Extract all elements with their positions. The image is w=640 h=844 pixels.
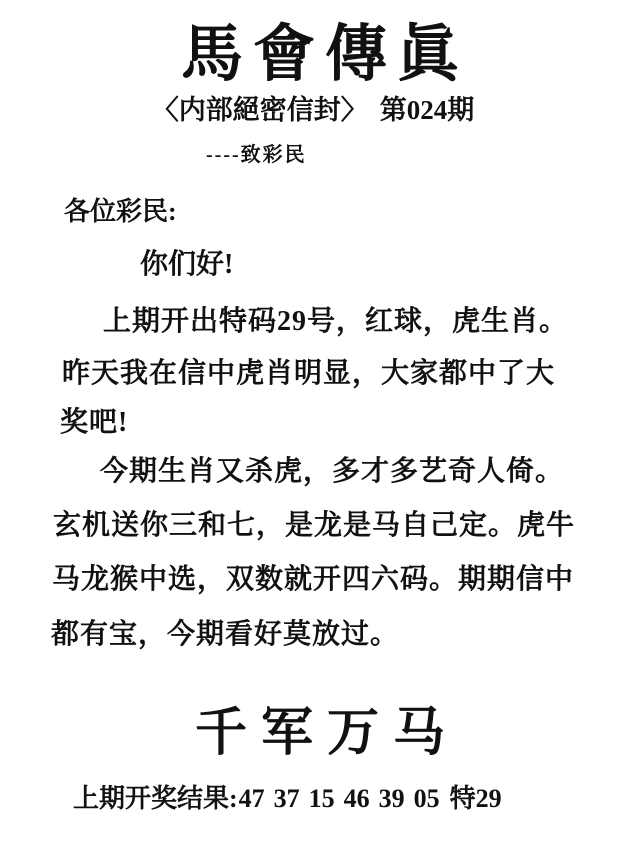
result-number: 15 — [308, 784, 335, 813]
greeting: 你们好! — [140, 249, 234, 280]
result-number: 39 — [378, 784, 405, 813]
letter-line: 昨天我在信中虎肖明显，大家都中了大 — [62, 358, 556, 389]
letter-line: 玄机送你三和七，是龙是马自己定。虎牛 — [53, 510, 576, 541]
result-label: 上期开奖结果: — [73, 784, 238, 813]
special-number: 特29 — [449, 784, 502, 813]
issue-subtitle — [0, 88, 626, 127]
slogan-title: 千军万马 — [194, 705, 459, 762]
result-line — [73, 778, 502, 815]
result-number: 46 — [343, 784, 370, 813]
result-number: 47 — [238, 784, 265, 813]
letter-line: 都有宝，今期看好莫放过。 — [51, 619, 400, 650]
result-number: 05 — [413, 784, 440, 813]
page-title: 馬會傳眞 — [180, 21, 469, 89]
letter-line: 马龙猴中选，双数就开四六码。期期信中 — [52, 564, 575, 595]
letter-line: 奖吧! — [60, 407, 129, 438]
salutation: 各位彩民: — [64, 197, 177, 226]
result-number: 37 — [273, 784, 300, 813]
letter-line: 上期开出特码29号，红球，虎生肖。 — [103, 306, 569, 337]
dedication-line: ----致彩民 — [206, 144, 307, 166]
letter-line: 今期生肖又杀虎，多才多艺奇人倚。 — [100, 456, 565, 487]
issue-number: 第024期 — [379, 95, 475, 125]
envelope-label: 〈内部絕密信封〉 — [151, 95, 368, 125]
